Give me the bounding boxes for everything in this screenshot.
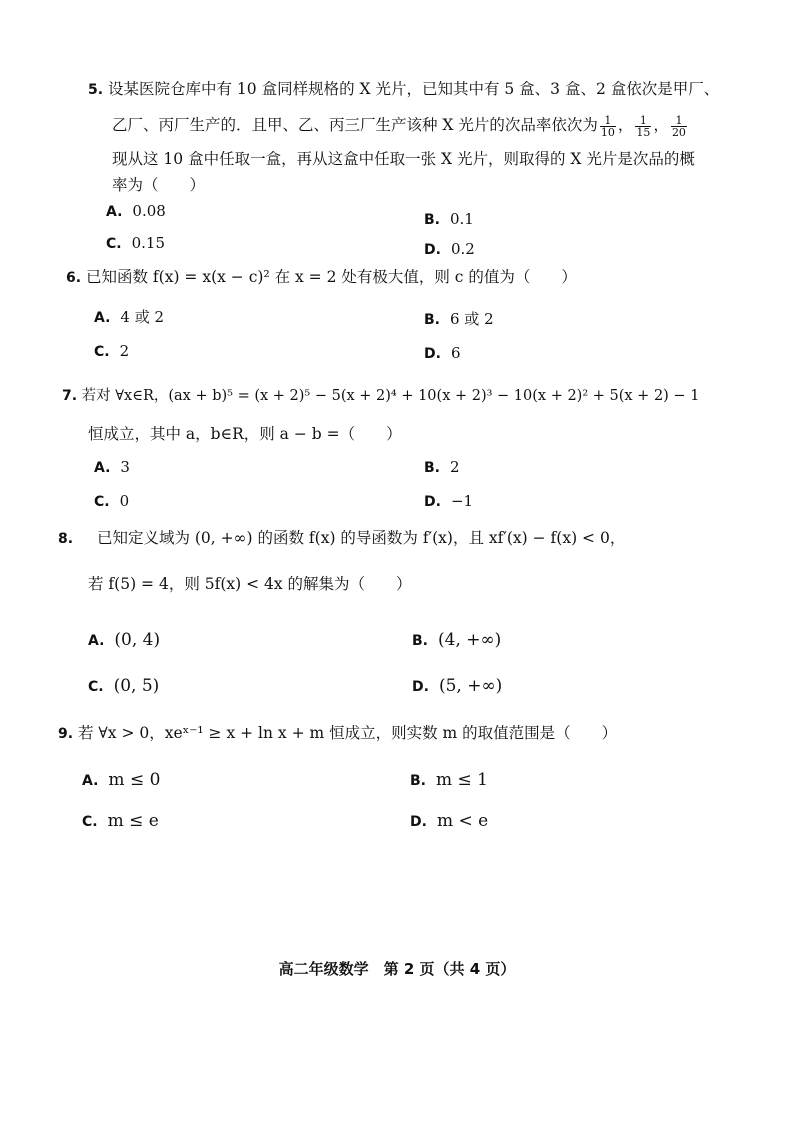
question-8-option-c[interactable]: C. (0, 5) <box>88 676 160 696</box>
question-7-line-2 <box>88 421 402 447</box>
question-9-option-d[interactable]: D. m < e <box>410 811 489 831</box>
question-5-option-b[interactable]: B. 0.1 <box>424 210 474 228</box>
question-9 <box>58 720 617 747</box>
question-7-text-2: 恒成立，其中 a，b∈R，则 a − b =（ ） <box>88 425 402 443</box>
question-8-number: 8. <box>58 531 74 547</box>
question-8-text-1: 已知定义域为 (0, +∞) 的函数 f(x) 的导函数为 f′(x)，且 xf′(x) − f(x) < 0， <box>96 529 626 547</box>
question-5-option-d[interactable]: D. 0.2 <box>424 240 475 258</box>
question-5-option-c[interactable]: C. 0.15 <box>106 234 165 252</box>
question-5-text-1: 设某医院仓库中有 10 盒同样规格的 X 光片，已知其中有 5 盒、3 盒、2 盒依次是甲厂、 <box>108 80 720 98</box>
question-5-text-4: 率为（ ） <box>112 176 206 194</box>
question-5-text-2: 乙厂、丙厂生产的．且甲、乙、丙三厂生产该种 X 光片的次品率依次为 <box>112 116 598 134</box>
question-6-option-a[interactable]: A. 4 或 2 <box>94 308 165 326</box>
question-8-line-2 <box>88 571 412 597</box>
question-8-option-b[interactable]: B. (4, +∞) <box>412 630 502 650</box>
question-5-text-3: 现从这 10 盒中任取一盒，再从这盒中任取一张 X 光片，则取得的 X 光片是次品的概 <box>112 150 695 168</box>
question-7-option-a[interactable]: A. 3 <box>94 458 130 476</box>
question-5-option-a[interactable]: A. 0.08 <box>106 202 166 220</box>
question-8-option-a[interactable]: A. (0, 4) <box>88 630 161 650</box>
fraction-1-20: $\frac{1}{20}$ <box>671 113 686 139</box>
question-9-text: 若 ∀x > 0，xeˣ⁻¹ ≥ x + ln x + m 恒成立，则实数 m 的取值范围是（ ） <box>78 724 618 742</box>
question-8-line-1 <box>58 525 625 552</box>
question-5-number: 5. <box>88 82 104 98</box>
question-6-number: 6. <box>66 270 82 286</box>
question-8-text-2: 若 f(5) = 4，则 5f(x) < 4x 的解集为（ ） <box>88 575 412 593</box>
question-6-option-d[interactable]: D. 6 <box>424 344 461 362</box>
question-7-number: 7. <box>62 388 78 404</box>
question-6-option-c[interactable]: C. 2 <box>94 342 130 360</box>
question-6 <box>66 264 577 291</box>
fraction-1-15: $\frac{1}{15}$ <box>636 113 651 139</box>
question-8-option-d[interactable]: D. (5, +∞) <box>412 676 503 696</box>
question-7-option-c[interactable]: C. 0 <box>94 492 130 510</box>
question-9-option-a[interactable]: A. m ≤ 0 <box>82 770 161 790</box>
question-6-option-b[interactable]: B. 6 或 2 <box>424 310 494 328</box>
question-5-line-1 <box>88 76 719 103</box>
question-6-text: 已知函数 f(x) = x(x − c)² 在 x = 2 处有极大值，则 c 的值为（ ） <box>86 268 577 286</box>
question-7-line-1 <box>62 383 699 409</box>
question-7-option-b[interactable]: B. 2 <box>424 458 460 476</box>
question-9-option-c[interactable]: C. m ≤ e <box>82 811 159 831</box>
page-footer: 高二年级数学 第 2 页（共 4 页） <box>278 960 516 978</box>
question-9-option-b[interactable]: B. m ≤ 1 <box>410 770 488 790</box>
question-5-line-3 <box>112 146 695 172</box>
question-7-text-1: 若对 ∀x∈R，(ax + b)⁵ = (x + 2)⁵ − 5(x + 2)⁴ + 10(x + 2)³ − 10(x + 2)² + 5(x + 2) − 1 <box>81 388 700 404</box>
question-9-number: 9. <box>58 726 74 742</box>
question-5-line-4 <box>112 172 205 198</box>
question-7-option-d[interactable]: D. −1 <box>424 492 474 510</box>
question-5-line-2: 乙厂、丙厂生产的．且甲、乙、丙三厂生产该种 X 光片的次品率依次为 $\frac{1}{10}$ ， $\frac{1}{15}$ ， $\frac{1}{20}$ <box>112 113 686 139</box>
fraction-1-10: $\frac{1}{10}$ <box>600 113 615 139</box>
